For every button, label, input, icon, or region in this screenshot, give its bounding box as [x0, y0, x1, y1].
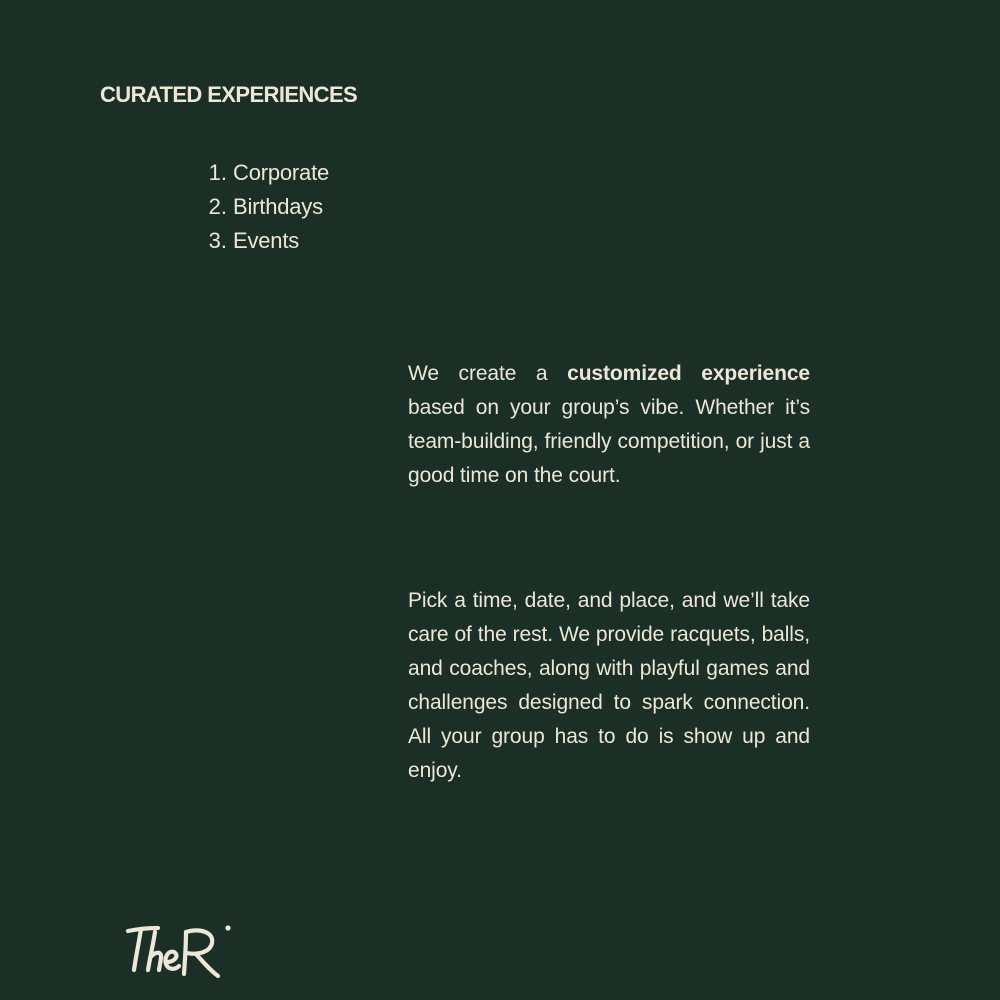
brand-logo-icon [124, 918, 234, 990]
intro-paragraph [408, 357, 810, 493]
list-item [200, 156, 329, 190]
list-item-label: Birthdays [233, 194, 323, 219]
intro-rest: based on your group’s vibe. Whether it’s team-building, friendly competition, or just a good time on the court. [408, 396, 810, 487]
intro-lead: We create a [408, 362, 568, 385]
intro-highlight: customized experience [567, 362, 811, 385]
list-item-label: Corporate [233, 160, 330, 185]
list-item [200, 190, 329, 224]
list-item-number: 1. [208, 160, 227, 185]
experience-list [200, 156, 329, 258]
page-title: CURATED EXPERIENCES [100, 82, 358, 107]
list-item [200, 224, 329, 258]
list-item-label: Events [233, 228, 300, 253]
details-paragraph: Pick a time, date, and place, and we’ll take care of the rest. We provide racquets, balls, and coaches, along with playful games and challenges designed to spark connection. All your group has to do is show up and enjoy. [408, 589, 810, 782]
list-item-number: 3. [208, 228, 227, 253]
list-item-number: 2. [208, 194, 227, 219]
